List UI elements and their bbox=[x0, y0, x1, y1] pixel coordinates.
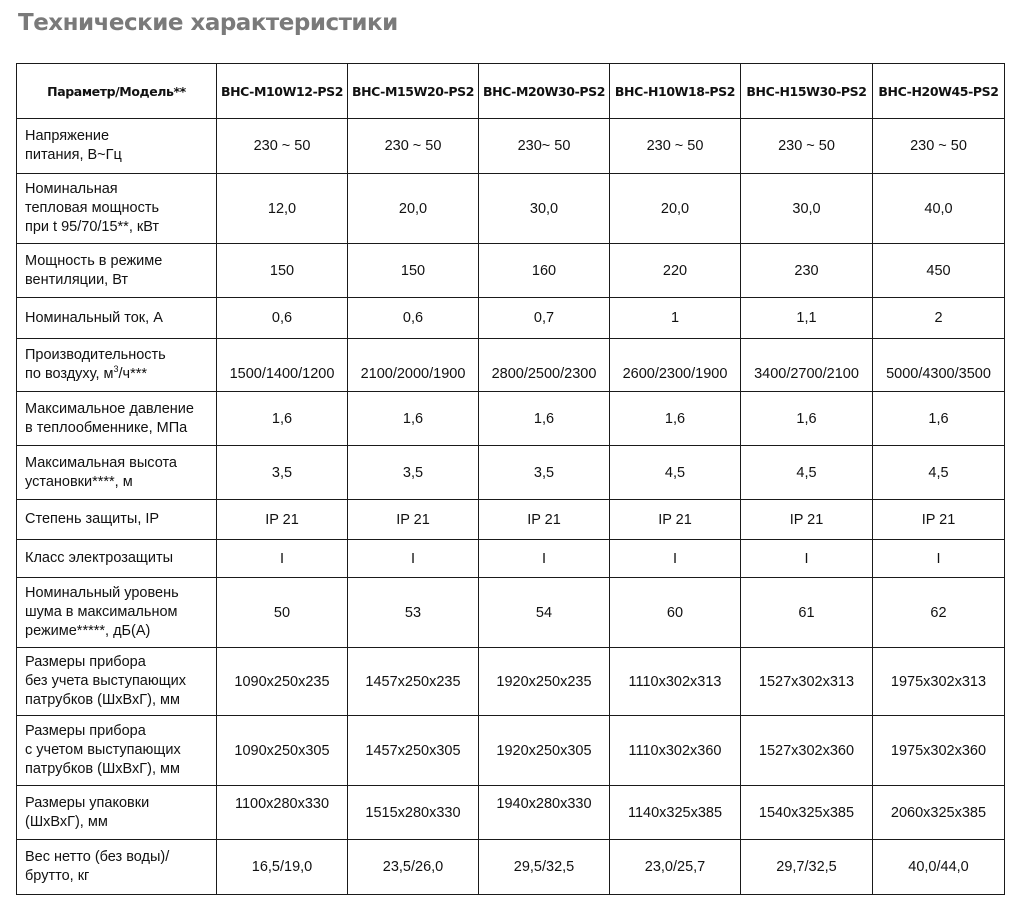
value-cell: 1100x280x330 bbox=[217, 786, 348, 840]
value-cell: 1140x325x385 bbox=[610, 786, 741, 840]
value-cell: I bbox=[610, 540, 741, 578]
value-cell: 160 bbox=[479, 244, 610, 298]
value-cell: I bbox=[348, 540, 479, 578]
value-cell: 1975x302x313 bbox=[873, 648, 1005, 716]
param-line: Размеры прибора bbox=[25, 723, 146, 739]
param-cell bbox=[17, 339, 217, 392]
param-text: /ч*** bbox=[118, 366, 148, 382]
value-cell: 20,0 bbox=[348, 174, 479, 244]
model-header: BHC-H20W45-PS2 bbox=[873, 64, 1005, 119]
value-cell: IP 21 bbox=[479, 500, 610, 540]
value-cell: 62 bbox=[873, 578, 1005, 648]
value-cell: 3400/2700/2100 bbox=[741, 339, 873, 392]
param-cell bbox=[17, 174, 217, 244]
param-line bbox=[25, 365, 214, 384]
value-cell: 230~ 50 bbox=[479, 119, 610, 174]
table-row bbox=[17, 840, 1005, 895]
param-cell bbox=[17, 298, 217, 339]
value-cell: 1540x325x385 bbox=[741, 786, 873, 840]
param-cell bbox=[17, 244, 217, 298]
table-row bbox=[17, 648, 1005, 716]
value-cell: 1,6 bbox=[741, 392, 873, 446]
param-cell bbox=[17, 578, 217, 648]
value-cell: 2100/2000/1900 bbox=[348, 339, 479, 392]
value-cell: IP 21 bbox=[217, 500, 348, 540]
value-cell: 1,6 bbox=[348, 392, 479, 446]
value-cell: 1,6 bbox=[873, 392, 1005, 446]
header-row bbox=[17, 64, 1005, 119]
table-row bbox=[17, 446, 1005, 500]
value-cell: 1515x280x330 bbox=[348, 786, 479, 840]
value-cell: 230 ~ 50 bbox=[217, 119, 348, 174]
value-cell: 1090x250x235 bbox=[217, 648, 348, 716]
param-line: шума в максимальном bbox=[25, 604, 178, 620]
table-row bbox=[17, 174, 1005, 244]
value-cell: 1527x302x313 bbox=[741, 648, 873, 716]
param-text: по воздуху, м bbox=[25, 366, 114, 382]
value-cell: 1110x302x313 bbox=[610, 648, 741, 716]
value-cell: IP 21 bbox=[610, 500, 741, 540]
value-cell: 1,1 bbox=[741, 298, 873, 339]
value-cell: 2060x325x385 bbox=[873, 786, 1005, 840]
param-line: Номинальная bbox=[25, 181, 118, 197]
spec-table bbox=[16, 63, 1005, 895]
param-line: (ШхВхГ), мм bbox=[25, 813, 108, 830]
param-line: питания, В~Гц bbox=[25, 147, 122, 163]
param-line: Максимальное давление bbox=[25, 400, 194, 417]
param-line: тепловая мощность bbox=[25, 200, 160, 216]
param-line: установки****, м bbox=[25, 473, 133, 490]
value-cell: 1 bbox=[610, 298, 741, 339]
value-cell: 1975x302x360 bbox=[873, 716, 1005, 786]
param-line: без учета выступающих bbox=[25, 673, 187, 689]
value-cell: 1527x302x360 bbox=[741, 716, 873, 786]
param-cell bbox=[17, 716, 217, 786]
table-row bbox=[17, 716, 1005, 786]
param-cell bbox=[17, 500, 217, 540]
value-cell: IP 21 bbox=[348, 500, 479, 540]
value-cell: 1457x250x235 bbox=[348, 648, 479, 716]
table-row bbox=[17, 298, 1005, 339]
param-line: вентиляции, Вт bbox=[25, 271, 129, 288]
value-cell: 1090x250x305 bbox=[217, 716, 348, 786]
value-cell: 23,5/26,0 bbox=[348, 840, 479, 895]
value-cell: 220 bbox=[610, 244, 741, 298]
value-cell: 1,6 bbox=[610, 392, 741, 446]
value-cell: 2 bbox=[873, 298, 1005, 339]
value-cell: 50 bbox=[217, 578, 348, 648]
value-cell: 23,0/25,7 bbox=[610, 840, 741, 895]
value-cell: 1457x250x305 bbox=[348, 716, 479, 786]
value-cell: 230 ~ 50 bbox=[610, 119, 741, 174]
param-line: режиме*****, дБ(А) bbox=[25, 623, 151, 639]
value-cell: 230 ~ 50 bbox=[873, 119, 1005, 174]
param-line: Номинальный уровень bbox=[25, 585, 179, 601]
table-row bbox=[17, 500, 1005, 540]
value-cell: 40,0/44,0 bbox=[873, 840, 1005, 895]
value-cell: 4,5 bbox=[873, 446, 1005, 500]
model-header: BHC-M15W20-PS2 bbox=[348, 64, 479, 119]
value-cell: 2600/2300/1900 bbox=[610, 339, 741, 392]
superscript: 3 bbox=[113, 364, 119, 375]
value-cell: 29,5/32,5 bbox=[479, 840, 610, 895]
value-cell: 29,7/32,5 bbox=[741, 840, 873, 895]
param-line: при t 95/70/15**, кВт bbox=[25, 219, 160, 235]
value-cell: 1940x280x330 bbox=[479, 786, 610, 840]
value-cell: 53 bbox=[348, 578, 479, 648]
value-cell: 12,0 bbox=[217, 174, 348, 244]
model-header: BHC-H15W30-PS2 bbox=[741, 64, 873, 119]
param-cell bbox=[17, 392, 217, 446]
param-header: Параметр/Модель** bbox=[17, 64, 217, 119]
table-row bbox=[17, 339, 1005, 392]
value-cell: 4,5 bbox=[610, 446, 741, 500]
param-cell bbox=[17, 540, 217, 578]
value-cell: I bbox=[217, 540, 348, 578]
value-cell: 20,0 bbox=[610, 174, 741, 244]
value-cell: 4,5 bbox=[741, 446, 873, 500]
param-line: Размеры упаковки bbox=[25, 794, 150, 811]
value-cell: 0,7 bbox=[479, 298, 610, 339]
value-cell: I bbox=[479, 540, 610, 578]
model-header: BHC-M10W12-PS2 bbox=[217, 64, 348, 119]
value-cell: 450 bbox=[873, 244, 1005, 298]
value-cell: 0,6 bbox=[348, 298, 479, 339]
value-cell: 3,5 bbox=[348, 446, 479, 500]
param-line: патрубков (ШхВхГ), мм bbox=[25, 692, 180, 708]
value-cell: 3,5 bbox=[217, 446, 348, 500]
param-line: Максимальная высота bbox=[25, 454, 177, 471]
param-cell bbox=[17, 648, 217, 716]
table-row bbox=[17, 786, 1005, 840]
table-row bbox=[17, 119, 1005, 174]
value-cell: 3,5 bbox=[479, 446, 610, 500]
value-cell: 1,6 bbox=[479, 392, 610, 446]
value-cell: 1920x250x235 bbox=[479, 648, 610, 716]
value-cell: 0,6 bbox=[217, 298, 348, 339]
table-row bbox=[17, 540, 1005, 578]
value-cell: 30,0 bbox=[741, 174, 873, 244]
param-line: Степень защиты, IP bbox=[25, 511, 160, 527]
value-cell: 1110x302x360 bbox=[610, 716, 741, 786]
value-cell: 230 ~ 50 bbox=[741, 119, 873, 174]
value-cell: 60 bbox=[610, 578, 741, 648]
value-cell: I bbox=[741, 540, 873, 578]
param-line: Вес нетто (без воды)/ bbox=[25, 849, 170, 865]
value-cell: I bbox=[873, 540, 1005, 578]
param-line: Напряжение bbox=[25, 128, 110, 144]
page-title: Технические характеристики bbox=[18, 10, 398, 36]
table-row bbox=[17, 392, 1005, 446]
value-cell: 1,6 bbox=[217, 392, 348, 446]
param-line: Производительность bbox=[25, 347, 166, 363]
value-cell: 40,0 bbox=[873, 174, 1005, 244]
param-line: Номинальный ток, А bbox=[25, 309, 163, 326]
model-header: BHC-H10W18-PS2 bbox=[610, 64, 741, 119]
param-line: Класс электрозащиты bbox=[25, 550, 174, 566]
value-cell: 1920x250x305 bbox=[479, 716, 610, 786]
value-cell: 54 bbox=[479, 578, 610, 648]
table-row bbox=[17, 578, 1005, 648]
value-cell: 30,0 bbox=[479, 174, 610, 244]
param-line: Мощность в режиме bbox=[25, 252, 163, 269]
value-cell: 1500/1400/1200 bbox=[217, 339, 348, 392]
param-cell bbox=[17, 446, 217, 500]
model-header: BHC-M20W30-PS2 bbox=[479, 64, 610, 119]
value-cell: 150 bbox=[217, 244, 348, 298]
value-cell: IP 21 bbox=[741, 500, 873, 540]
param-cell bbox=[17, 840, 217, 895]
value-cell: 2800/2500/2300 bbox=[479, 339, 610, 392]
param-cell bbox=[17, 119, 217, 174]
param-line: брутто, кг bbox=[25, 868, 90, 884]
value-cell: 61 bbox=[741, 578, 873, 648]
value-cell: 150 bbox=[348, 244, 479, 298]
param-line: в теплообменнике, МПа bbox=[25, 419, 188, 436]
value-cell: 230 bbox=[741, 244, 873, 298]
value-cell: IP 21 bbox=[873, 500, 1005, 540]
param-line: патрубков (ШхВхГ), мм bbox=[25, 761, 180, 777]
param-line: Размеры прибора bbox=[25, 654, 146, 670]
param-cell bbox=[17, 786, 217, 840]
param-line: с учетом выступающих bbox=[25, 742, 181, 758]
value-cell: 5000/4300/3500 bbox=[873, 339, 1005, 392]
value-cell: 16,5/19,0 bbox=[217, 840, 348, 895]
value-cell: 230 ~ 50 bbox=[348, 119, 479, 174]
table-row bbox=[17, 244, 1005, 298]
